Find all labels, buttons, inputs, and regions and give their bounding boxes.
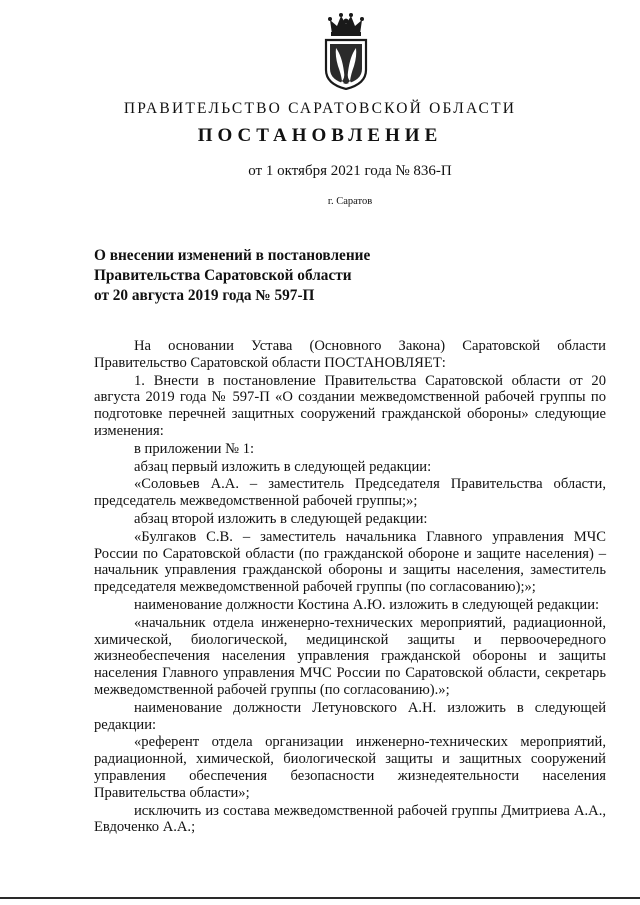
body-paragraph: «начальник отдела инженерно-технических мероприятий, радиационной, химической, биологической, медицинской защиты и первоочередного жизнеобеспечения населения управления гражданской обороны и защиты населения Главного управления МЧС России по Саратовской области, секретарь межведомственной рабочей группы (по согласованию).»; (94, 614, 606, 698)
body-paragraph: На основании Устава (Основного Закона) Саратовской области Правительство Саратовской области ПОСТАНОВЛЯЕТ: (94, 338, 606, 371)
subject-line: Правительства Саратовской области (94, 267, 352, 284)
body-paragraph: «Соловьев А.А. – заместитель Председателя Правительства области, председатель межведомственной рабочей группы;»; (94, 476, 606, 510)
subject-line: от 20 августа 2019 года № 597-П (94, 287, 315, 304)
document-subject (94, 246, 370, 306)
scan-edge-line (0, 897, 640, 899)
subject-line: О внесении изменений в постановление (94, 247, 371, 264)
body-paragraph: 1. Внести в постановление Правительства Саратовской области от 20 августа 2019 года № 597-П «О создании межведомственной рабочей группы по подготовке перечней защитных сооружений гражданской обороны» следующие изменения: (94, 372, 606, 439)
body-paragraph: наименование должности Костина А.Ю. изложить в следующей редакции: (134, 596, 600, 613)
document-body (94, 338, 606, 837)
government-name: ПРАВИТЕЛЬСТВО САРАТОВСКОЙ ОБЛАСТИ (123, 100, 517, 117)
body-paragraph: в приложении № 1: (134, 440, 255, 457)
document-type-title: ПОСТАНОВЛЕНИЕ (197, 125, 443, 146)
body-paragraph: «Булгаков С.В. – заместитель начальника Главного управления МЧС России по Саратовской области (по гражданской обороне и защите населения) – начальник управления гражданской обороны и защиты населения, заместитель председателя межведомственной рабочей группы (по согласованию);»; (94, 528, 606, 596)
body-paragraph: исключить из состава межведомственной рабочей группы Дмитриева А.А., Евдоченко А.А.; (94, 802, 606, 836)
body-paragraph: «референт отдела организации инженерно-технических мероприятий, радиационной, химической, биологической защиты и защитных сооружений управления обеспечения безопасности жизнедеятельности населения Правительства области»; (94, 734, 606, 801)
city-name: г. Саратов (327, 196, 373, 207)
body-paragraph: абзац первый изложить в следующей редакции: (134, 458, 432, 475)
saratov-coat-of-arms-icon (322, 12, 370, 90)
body-paragraph: абзац второй изложить в следующей редакции: (134, 510, 428, 527)
date-and-number: от 1 октября 2021 года № 836-П (248, 163, 452, 179)
body-paragraph: наименование должности Летуновского А.Н. изложить в следующей редакции: (94, 699, 606, 733)
